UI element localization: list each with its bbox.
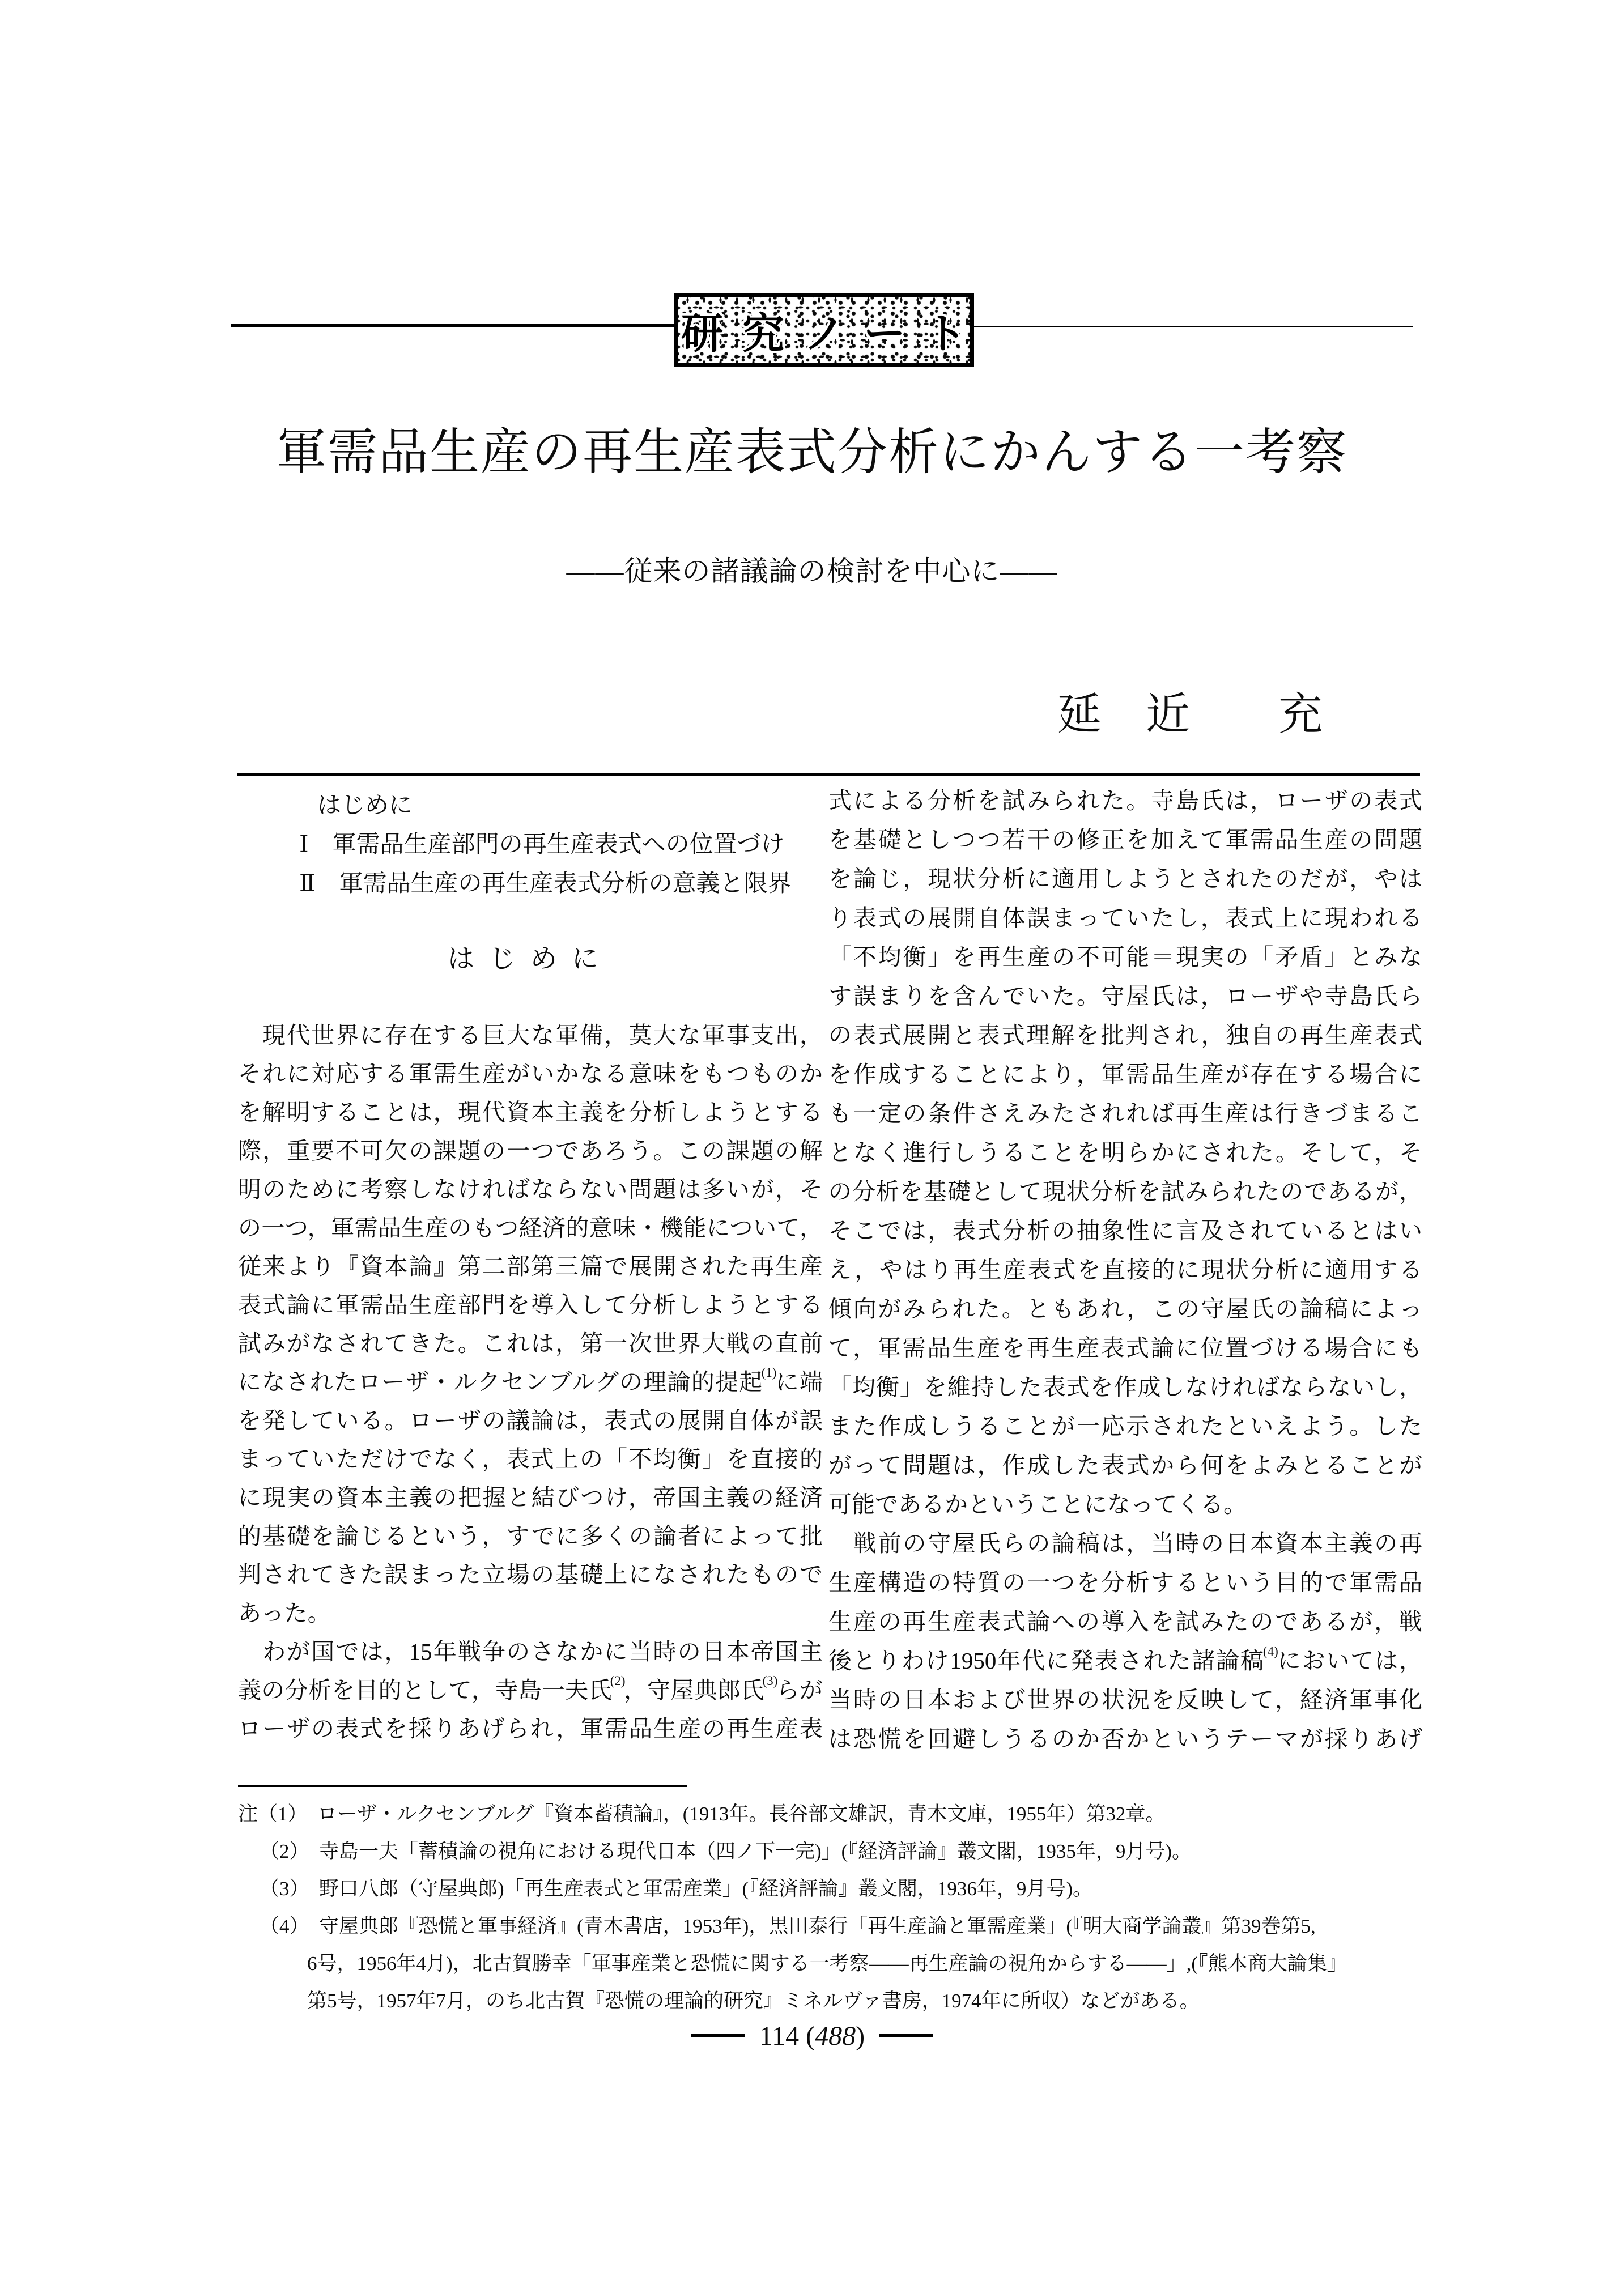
body-text-line: を解明することは，現代資本主義を分析しようとする	[238, 1099, 823, 1125]
issue-prefix: (	[806, 2021, 815, 2051]
footnote-ref: (3)	[762, 1674, 778, 1688]
body-text-line: 当時の日本および世界の状況を反映して，経済軍事化	[828, 1687, 1422, 1713]
body-text-line: の表式展開と表式理解を批判され，独自の再生産表式	[828, 1022, 1422, 1048]
body-text-line: ローザの表式を採りあげられ，軍需品生産の再生産表	[238, 1716, 823, 1742]
body-text-line: 現代世界に存在する巨大な軍備，莫大な軍事支出，	[238, 1022, 823, 1048]
body-text-line: 生産の再生産表式論への導入を試みたのであるが，戦	[828, 1609, 1422, 1635]
table-of-contents	[299, 786, 854, 904]
footnote-line: （2） 寺島一夫「蓄積論の視角における現代日本（四ノ下一完)」(『経済評論』叢文閣，1935年，9月号)。	[260, 1840, 1192, 1862]
body-right-column	[828, 783, 1422, 1760]
research-note-label: 研究ノート	[681, 311, 986, 358]
body-text-line: 傾向がみられた。ともあれ，この守屋氏の論稿によっ	[828, 1296, 1422, 1322]
body-text-line: 明のために考察しなければならない問題は多いが，そ	[238, 1176, 823, 1202]
footnote-ref: (1)	[761, 1365, 777, 1380]
body-text-line: 後とりわけ1950年代に発表された諸論稿$^{(4)}$においては，	[828, 1644, 1423, 1674]
footnote-line: 6号，1956年4月)，北古賀勝幸「軍事産業と恐慌に関する一考察――再生産論の視角からする――」,(『熊本商大論集』	[307, 1952, 1347, 1975]
body-text-line: の一つ，軍需品生産のもつ経済的意味・機能について，	[238, 1215, 823, 1241]
body-text-line: それに対応する軍需生産がいかなる意味をもつものか	[238, 1061, 823, 1087]
body-text-line: 表式論に軍需品生産部門を導入して分析しようとする	[238, 1292, 823, 1318]
body-text-line: 「不均衡」を再生産の不可能＝現実の「矛盾」とみな	[828, 944, 1422, 970]
footnote-line: 第5号，1957年7月，のち北古賀『恐慌の理論的研究』ミネルヴァ書房，1974年に所収）などがある。	[307, 1990, 1200, 2012]
header-rule-right	[970, 326, 1413, 327]
page-number: 114	[759, 2021, 800, 2051]
issue-suffix: )	[856, 2021, 865, 2051]
body-text-line: す誤まりを含んでいた。守屋氏は，ローザや寺島氏ら	[828, 983, 1422, 1009]
toc-item: Ⅰ 軍需品生産部門の再生産表式への位置づけ	[299, 832, 785, 858]
title-divider-rule	[237, 773, 1420, 776]
body-text-line: 「均衡」を維持した表式を作成しなければならないし，	[828, 1374, 1422, 1400]
footnote-line: （4） 守屋典郎『恐慌と軍事経済』(青木書店，1953年)，黒田泰行「再生産論と軍需産業」(『明大商学論叢』第39巻第5,	[260, 1915, 1316, 1937]
footnote-divider-rule	[238, 1785, 687, 1787]
body-text-line: を基礎としつつ若干の修正を加えて軍需品生産の問題	[828, 827, 1422, 853]
section-heading: はじめに	[448, 945, 613, 974]
footnote-ref: (2)	[610, 1674, 626, 1688]
toc-item: Ⅱ 軍需品生産の再生産表式分析の意義と限界	[299, 871, 792, 897]
body-text-line: まっていただけでなく，表式上の「不均衡」を直接的	[238, 1446, 823, 1472]
body-text-line: も一定の条件さえみたされれば再生産は行きづまるこ	[828, 1100, 1422, 1126]
header-rule-left	[231, 324, 679, 327]
body-text-line: 戦前の守屋氏らの論稿は，当時の日本資本主義の再	[828, 1530, 1422, 1556]
body-text-line: を発している。ローザの議論は，表式の展開自体が誤	[238, 1407, 823, 1433]
body-text-line: 際，重要不可欠の課題の一つであろう。この課題の解	[238, 1138, 823, 1164]
footnotes	[238, 1797, 1426, 2022]
author-name: 延 近 充	[1057, 690, 1323, 739]
footnote-line: （3） 野口八郎（守屋典郎)「再生産表式と軍需産業」(『経済評論』叢文閣，1936年，9月号)。	[260, 1878, 1092, 1900]
page-title: 軍需品生産の再生産表式分析にかんする一考察	[276, 426, 1347, 480]
body-text-line: あった。	[238, 1600, 331, 1626]
body-text-line: わが国では，15年戦争のさなかに当時の日本帝国主	[238, 1639, 823, 1665]
toc-item: はじめに	[317, 793, 413, 819]
body-text-line: そこでは，表式分析の抽象性に言及されているとはい	[828, 1218, 1422, 1244]
body-text-line: て，軍需品生産を再生産表式論に位置づける場合にも	[828, 1335, 1422, 1361]
body-text-line: また作成しうることが一応示されたといえよう。した	[828, 1413, 1422, 1439]
body-text-line: がって問題は，作成した表式から何をよみとることが	[828, 1452, 1422, 1478]
footer-dash-left	[691, 2034, 745, 2037]
research-note-badge	[674, 293, 986, 367]
page-footer	[0, 2020, 1624, 2052]
body-text-line: は恐慌を回避しうるのか否かというテーマが採りあげ	[828, 1726, 1422, 1752]
issue-number: 488	[815, 2021, 856, 2051]
body-left-column	[238, 1018, 823, 1750]
footer-dash-right	[879, 2034, 933, 2037]
body-text-line: 生産構造の特質の一つを分析するという目的で軍需品	[828, 1569, 1422, 1596]
body-text-line: 試みがなされてきた。これは，第一次世界大戦の直前	[238, 1330, 823, 1356]
footnote-ref: (4)	[1262, 1644, 1278, 1659]
body-text-line: となく進行しうることを明らかにされた。そして，そ	[828, 1139, 1422, 1165]
body-text-line: 式による分析を試みられた。寺島氏は，ローザの表式	[828, 788, 1422, 814]
body-text-line: になされたローザ・ルクセンブルグの理論的提起$^{(1)}$に端	[238, 1365, 823, 1395]
body-text-line: を作成することにより，軍需品生産が存在する場合に	[828, 1061, 1422, 1087]
body-text-line: を論じ，現状分析に適用しようとされたのだが，やは	[828, 866, 1422, 892]
body-text-line: り表式の展開自体誤まっていたし，表式上に現われる	[828, 905, 1422, 931]
body-text-line: 判されてきた誤まった立場の基礎上になされたもので	[238, 1562, 823, 1588]
body-text-line: え，やはり再生産表式を直接的に現状分析に適用する	[828, 1257, 1422, 1283]
footnote-line: 注（1） ローザ・ルクセンブルグ『資本蓄積論』，(1913年。長谷部文雄訳，青木文庫，1955年）第32章。	[238, 1803, 1166, 1825]
body-text-line: 的基礎を論じるという，すでに多くの論者によって批	[238, 1523, 823, 1549]
body-text-line: 従来より『資本論』第二部第三篇で展開された再生産	[238, 1253, 823, 1279]
page-subtitle: ――従来の諸議論の検討を中心に――	[566, 555, 1058, 587]
body-text-line: に現実の資本主義の把握と結びつけ，帝国主義の経済	[238, 1484, 823, 1511]
body-text-line: の分析を基礎として現状分析を試みられたのであるが，	[828, 1179, 1422, 1205]
body-text-line: 可能であるかということになってくる。	[828, 1491, 1247, 1517]
body-text-line: 義の分析を目的として，寺島一夫氏$^{(2)}$，守屋典郎氏$^{(3)}$らが	[238, 1674, 823, 1703]
